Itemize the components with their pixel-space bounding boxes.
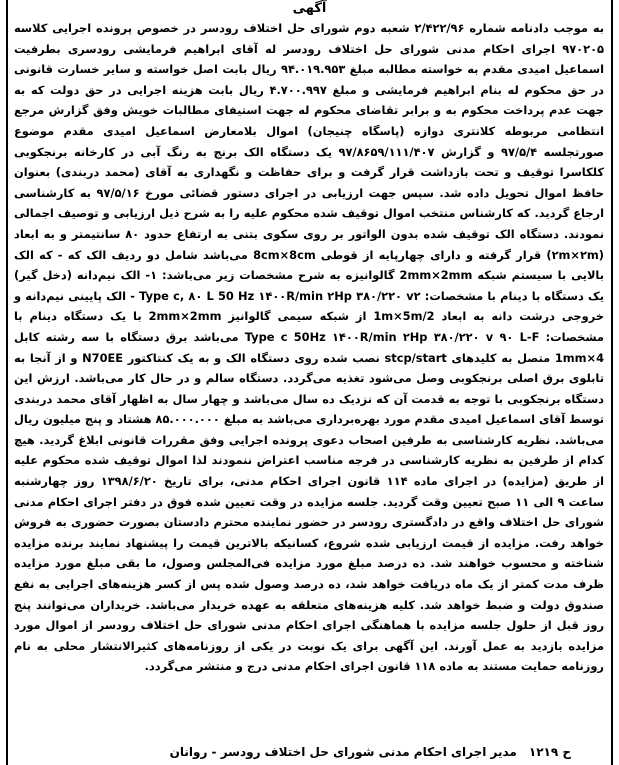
notice-signature: مدیر اجرای احکام مدنی شورای حل اختلاف رودسر - روانان	[169, 745, 517, 759]
notice-footer	[8, 743, 611, 761]
notice-body: به موجب دادنامه شماره ۲/۴۲۲/۹۶ شعبه دوم شورای حل اختلاف رودسر در خصوص پرونده اجرایی کلاسه ۹۷۰۲۰۵ اجرای احکام مدنی شورای حل اختلاف رودسر له آقای ابراهیم فرمایشی رودسری بطرفیت اسماعیل امیدی مقدم به خواسته مطالبه مبلغ ۹۴.۰۱۹.۹۵۳ ریال بابت اصل خواسته و سایر خسارت قانونی در حق محکوم له بنام ابراهیم فرمایشی و مبلغ ۴.۷۰۰.۹۹۷ ریال بابت هزینه اجرایی در حق دولت که به جهت عدم پرداخت محکوم به و برابر تقاضای محکوم له جهت استیفای مطالبات خویش وفق گزارش مرجع انتظامی مربوطه کلانتری دوازه (پاسگاه چنیجان) اموال بلامعارض اسماعیل امیدی مقدم موضوع صورتجلسه ۹۷/۵/۴ و گزارش ۹۷/۸۶۵۹/۱۱۱/۴۰۷ یک دستگاه الک برنج به رنگ آبی در کارخانه برنجکوبی کلکاسرا توقیف و تحت بازداشت قرار گرفت و برای حفاظت و نگهداری به آقای (محمد دربندی) بعنوان حافظ اموال تحویل داده شد. سپس جهت ارزیابی در اجرای دستور قضائی مورخ ۹۷/۵/۱۶ به کارشناسی ارجاع گردید. که کارشناس منتخب اموال توقیف شده محکوم علیه را به شرح ذیل ارزیابی و توصیف اجمالی نمودند. دستگاه الک توقیف شده بدون الواتور بر روی سکوی بتنی به ارتفاع حدود ۸۰ سانتیمتر و به ابعاد (۲m×۲m) قرار گرفته و دارای چهارپایه از قوطی 8cm×8cm می‌باشد شامل دو ردیف الک که - که الک بالایی با سیستم شبکه 2mm×2mm گالوانیزه به شرح مشخصات زیر می‌باشد: ۱- الک نیم‌دانه (دخل گیر) یک دستگاه با دینام با مشخصات: Type c, ۸۰ L 50 Hz ۱۴۰۰R/min ۲Hp ۳۸۰/۲۲۰ v۲ - الک پایینی نیم‌دانه و خروجی درشت دانه به ابعاد 1m×5m/2 از شبکه سیمی گالوانیز 2mm×2mm با یک دستگاه دینام با مشخصات: Type c 50Hz ۱۴۰۰R/min ۲Hp ۳۸۰/۲۲۰ v ۹۰ L-F می‌باشد برق دستگاه با سه رشته کابل 1mm×4 متصل به کلیدهای stcp/start نصب شده روی دستگاه الک و به یک کنتاکتور N70EE و از آنجا به تابلوی برق اصلی برنجکوبی وصل می‌شود تغذیه می‌گردد. دستگاه سالم و در حال کار می‌باشد. ارزش این دستگاه برنجکوبی با توجه به قدمت آن که نزدیک ده سال می‌باشد و چهار سال به اظهار آقای محمد دربندی توسط آقای اسماعیل امیدی مقدم مورد بهره‌برداری می‌باشد به مبلغ ۸۵.۰۰۰.۰۰۰ هشتاد و پنج میلیون ریال می‌باشد. نظریه کارشناسی به طرفین اصحاب دعوی پرونده اجرایی وفق مقررات قانونی ابلاغ گردید. هیچ کدام از طرفین به نظریه کارشناسی در فرجه مناسب اعتراض ننمودند لذا اموال توقیف شده محکوم علیه از طریق (مزایده) در اجرای ماده ۱۱۴ قانون اجرای احکام مدنی، برای تاریخ ۱۳۹۸/۶/۲۰ روز چهارشنبه ساعت ۹ الی ۱۱ صبح تعیین وقت گردید. جلسه مزایده در وقت تعیین شده فوق در دفتر اجرای احکام مدنی شورای حل اختلاف واقع در دادگستری رودسر در حضور نماینده محترم دادستان بصورت حضوری به فروش خواهد رفت. مزایده از قیمت ارزیابی شده شروع، کسانیکه بالاترین قیمت را پیشنهاد نمایند برنده مزایده شناخته و محسوب خواهند شد. ده درصد مبلغ مورد مزایده فی‌المجلس وصول، ما بقی مبلغ مورد مزایده ظرف مدت کمتر از یک ماه دریافت خواهد شد، ده درصد وصول شده پس از کسر هزینه‌های اجرایی به نفع صندوق دولت و ضبط خواهد شد. کلیه هزینه‌های متعلقه به عهده خریدار می‌باشد. خریداران می‌توانند پنج روز قبل از حلول جلسه مزایده با هماهنگی اجرای احکام مدنی شورای حل اختلاف رودسر از اموال مورد مزایده بازدید به عمل آورند. این آگهی برای یک نوبت در یکی از روزنامه‌های کثیرالانتشار محلی به نام روزنامه حمایت مستند به ماده ۱۱۸ قانون اجرای احکام مدنی درج و منتشر می‌گردد.	[14, 21, 605, 674]
notice-reference-number: ح ۱۲۱۹	[528, 745, 571, 759]
legal-notice	[6, 0, 613, 765]
notice-title: آگهی	[292, 1, 327, 16]
